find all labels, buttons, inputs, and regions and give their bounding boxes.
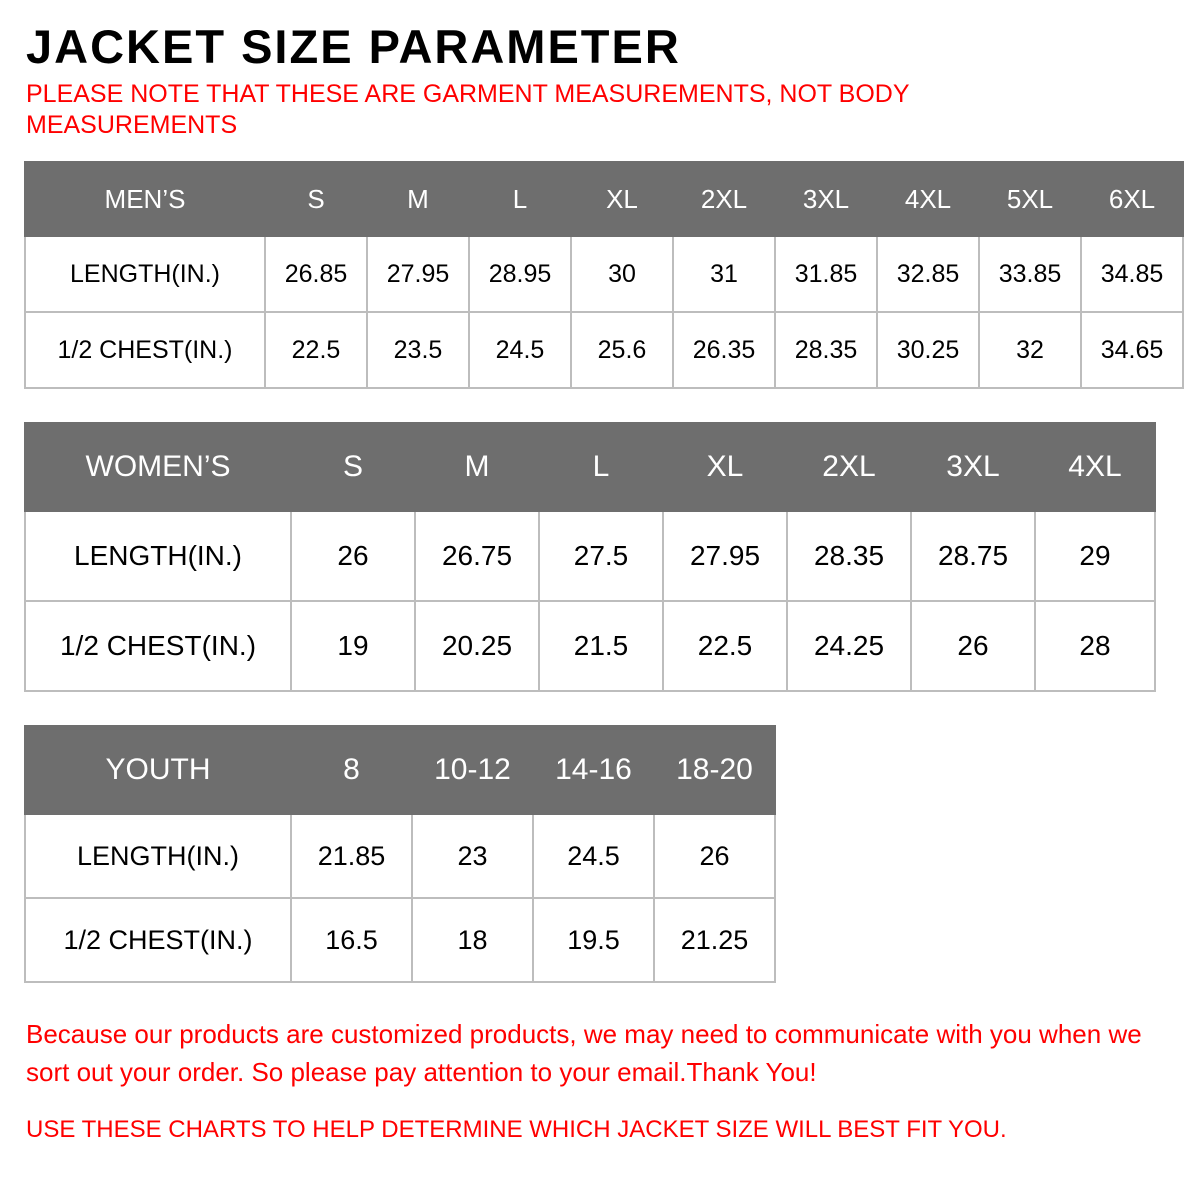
row-label: LENGTH(IN.): [25, 236, 265, 312]
table-cell: 28.95: [469, 236, 571, 312]
table-cell: 34.85: [1081, 236, 1183, 312]
table-header-row: [25, 162, 1183, 236]
table-header-cell: MEN’S: [25, 162, 265, 236]
row-label: 1/2 CHEST(IN.): [25, 898, 291, 982]
table-cell: 27.95: [663, 511, 787, 601]
table-cell: 26.75: [415, 511, 539, 601]
youth-size-table: [24, 725, 776, 983]
table-header-cell: 3XL: [911, 423, 1035, 511]
row-label: 1/2 CHEST(IN.): [25, 601, 291, 691]
table-row: [25, 312, 1183, 388]
table-row: [25, 236, 1183, 312]
table-header-cell: XL: [663, 423, 787, 511]
table-cell: 28.75: [911, 511, 1035, 601]
table-header-cell: WOMEN’S: [25, 423, 291, 511]
table-cell: 29: [1035, 511, 1155, 601]
table-header-cell: 8: [291, 726, 412, 814]
table-header-cell: 2XL: [787, 423, 911, 511]
table-header-cell: 18-20: [654, 726, 775, 814]
table-cell: 26: [291, 511, 415, 601]
table-cell: 16.5: [291, 898, 412, 982]
table-header-row: [25, 423, 1155, 511]
table-cell: 30: [571, 236, 673, 312]
table-header-cell: 6XL: [1081, 162, 1183, 236]
table-header-cell: 3XL: [775, 162, 877, 236]
table-cell: 23: [412, 814, 533, 898]
row-label: LENGTH(IN.): [25, 814, 291, 898]
page-title: JACKET SIZE PARAMETER: [26, 20, 681, 73]
table-cell: 28.35: [787, 511, 911, 601]
table-cell: 19.5: [533, 898, 654, 982]
table-header-cell: 4XL: [1035, 423, 1155, 511]
table-cell: 26: [911, 601, 1035, 691]
table-cell: 31.85: [775, 236, 877, 312]
table-header-cell: 4XL: [877, 162, 979, 236]
table-header-cell: M: [367, 162, 469, 236]
table-header-cell: YOUTH: [25, 726, 291, 814]
table-cell: 31: [673, 236, 775, 312]
table-cell: 27.95: [367, 236, 469, 312]
table-cell: 18: [412, 898, 533, 982]
table-cell: 19: [291, 601, 415, 691]
table-row: [25, 898, 775, 982]
table-cell: 24.5: [469, 312, 571, 388]
footer-advice-note: USE THESE CHARTS TO HELP DETERMINE WHICH JACKET SIZE WILL BEST FIT YOU.: [26, 1115, 1007, 1143]
table-header-cell: S: [291, 423, 415, 511]
table-cell: 27.5: [539, 511, 663, 601]
table-cell: 21.5: [539, 601, 663, 691]
table-row: [25, 814, 775, 898]
table-cell: 32.85: [877, 236, 979, 312]
table-cell: 21.25: [654, 898, 775, 982]
table-cell: 22.5: [663, 601, 787, 691]
table-header-cell: 14-16: [533, 726, 654, 814]
table-row: [25, 511, 1155, 601]
table-cell: 26: [654, 814, 775, 898]
table-cell: 34.65: [1081, 312, 1183, 388]
table-cell: 28: [1035, 601, 1155, 691]
table-cell: 22.5: [265, 312, 367, 388]
footer-customization-note: Because our products are customized products, we may need to communicate with you when we sort out your order. So please pay attention to your email.Thank You!: [26, 1019, 1142, 1087]
table-row: [25, 601, 1155, 691]
table-cell: 25.6: [571, 312, 673, 388]
table-cell: 21.85: [291, 814, 412, 898]
table-header-cell: 10-12: [412, 726, 533, 814]
table-header-cell: 2XL: [673, 162, 775, 236]
table-header-cell: L: [469, 162, 571, 236]
table-header-cell: L: [539, 423, 663, 511]
page-subtitle-note: PLEASE NOTE THAT THESE ARE GARMENT MEASUREMENTS, NOT BODY MEASUREMENTS: [26, 79, 910, 139]
table-cell: 24.25: [787, 601, 911, 691]
row-label: 1/2 CHEST(IN.): [25, 312, 265, 388]
table-cell: 32: [979, 312, 1081, 388]
table-cell: 26.35: [673, 312, 775, 388]
table-cell: 33.85: [979, 236, 1081, 312]
table-header-cell: XL: [571, 162, 673, 236]
row-label: LENGTH(IN.): [25, 511, 291, 601]
table-header-cell: S: [265, 162, 367, 236]
womens-size-table: [24, 422, 1156, 692]
table-cell: 30.25: [877, 312, 979, 388]
table-cell: 20.25: [415, 601, 539, 691]
table-header-cell: 5XL: [979, 162, 1081, 236]
table-cell: 24.5: [533, 814, 654, 898]
table-cell: 26.85: [265, 236, 367, 312]
mens-size-table: [24, 161, 1184, 389]
table-cell: 23.5: [367, 312, 469, 388]
table-cell: 28.35: [775, 312, 877, 388]
table-header-cell: M: [415, 423, 539, 511]
footer-notes: [26, 1016, 1176, 1145]
table-header-row: [25, 726, 775, 814]
